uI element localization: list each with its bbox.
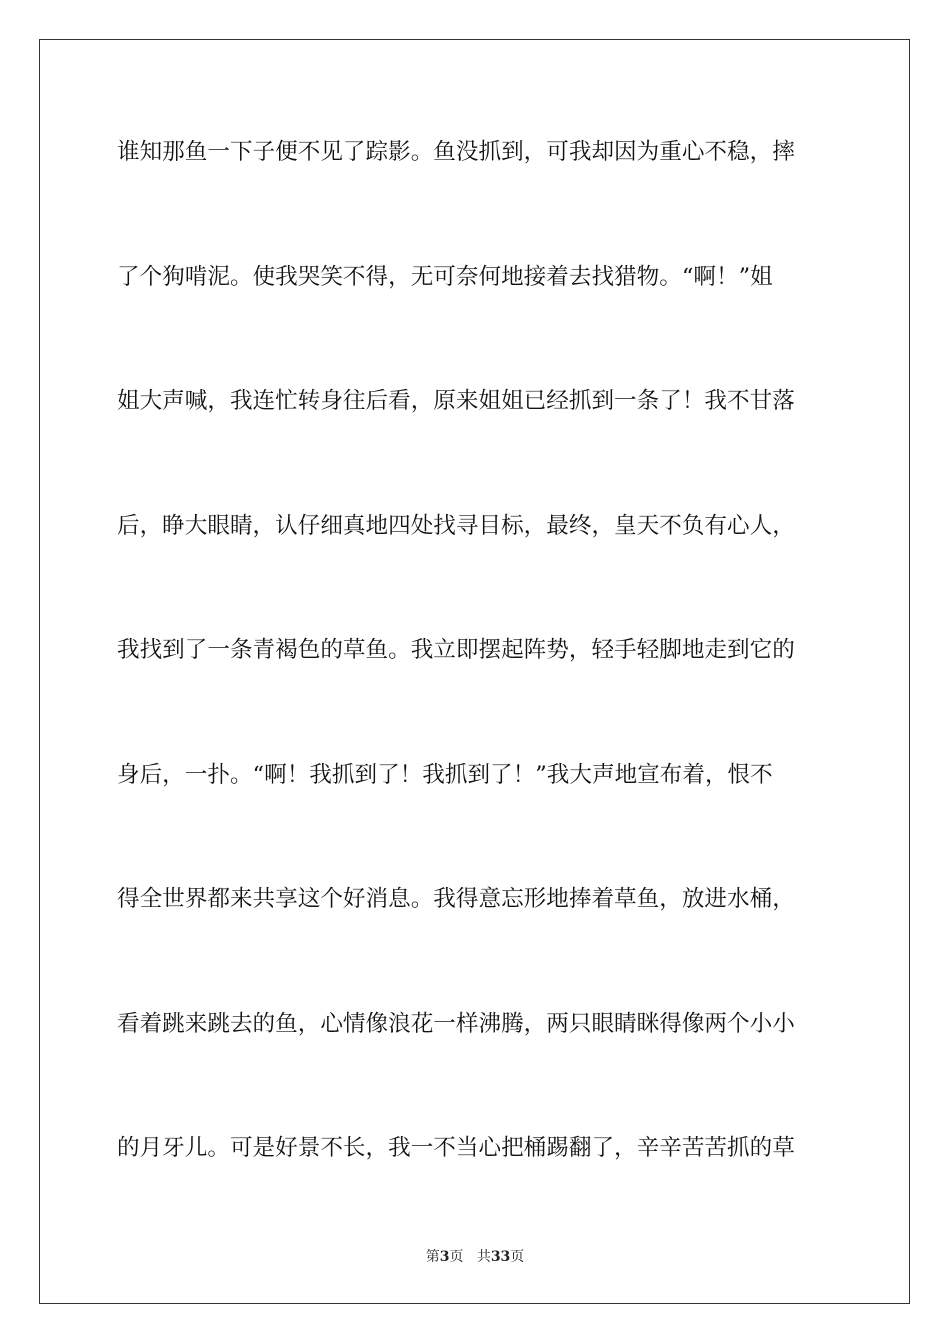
page-footer (0, 1246, 950, 1266)
text-line-6: 身后，一扑。“啊！我抓到了！我抓到了！”我大声地宣布着，恨不 (117, 761, 773, 788)
page-suffix: 页 (449, 1249, 464, 1265)
text-line-3: 姐大声喊，我连忙转身往后看，原来姐姐已经抓到一条了！我不甘落 (117, 388, 795, 414)
text-line-8: 看着跳来跳去的鱼，心情像浪花一样沸腾，两只眼睛眯得像两个小小 (117, 1010, 795, 1037)
total-suffix: 页 (510, 1249, 525, 1265)
text-line-2: 了个狗啃泥。使我哭笑不得，无可奈何地接着去找猎物。“啊！”姐 (117, 263, 773, 290)
document-body (117, 126, 835, 1247)
total-pages: 33 (490, 1249, 511, 1265)
text-line-1: 谁知那鱼一下子便不见了踪影。鱼没抓到，可我却因为重心不稳，摔 (117, 139, 795, 165)
text-line-5: 我找到了一条青褐色的草鱼。我立即摆起阵势，轻手轻脚地走到它的 (117, 637, 795, 663)
page-prefix: 第 (425, 1249, 440, 1265)
text-line-9: 的月牙儿。可是好景不长，我一不当心把桶踢翻了，辛辛苦苦抓的草 (117, 1135, 795, 1161)
text-line-4: 后，睁大眼睛，认仔细真地四处找寻目标，最终，皇天不负有心人， (117, 512, 795, 539)
total-prefix: 共 (476, 1249, 491, 1265)
page-number: 3 (439, 1249, 450, 1265)
text-line-7: 得全世界都来共享这个好消息。我得意忘形地捧着草鱼，放进水桶， (117, 886, 795, 912)
